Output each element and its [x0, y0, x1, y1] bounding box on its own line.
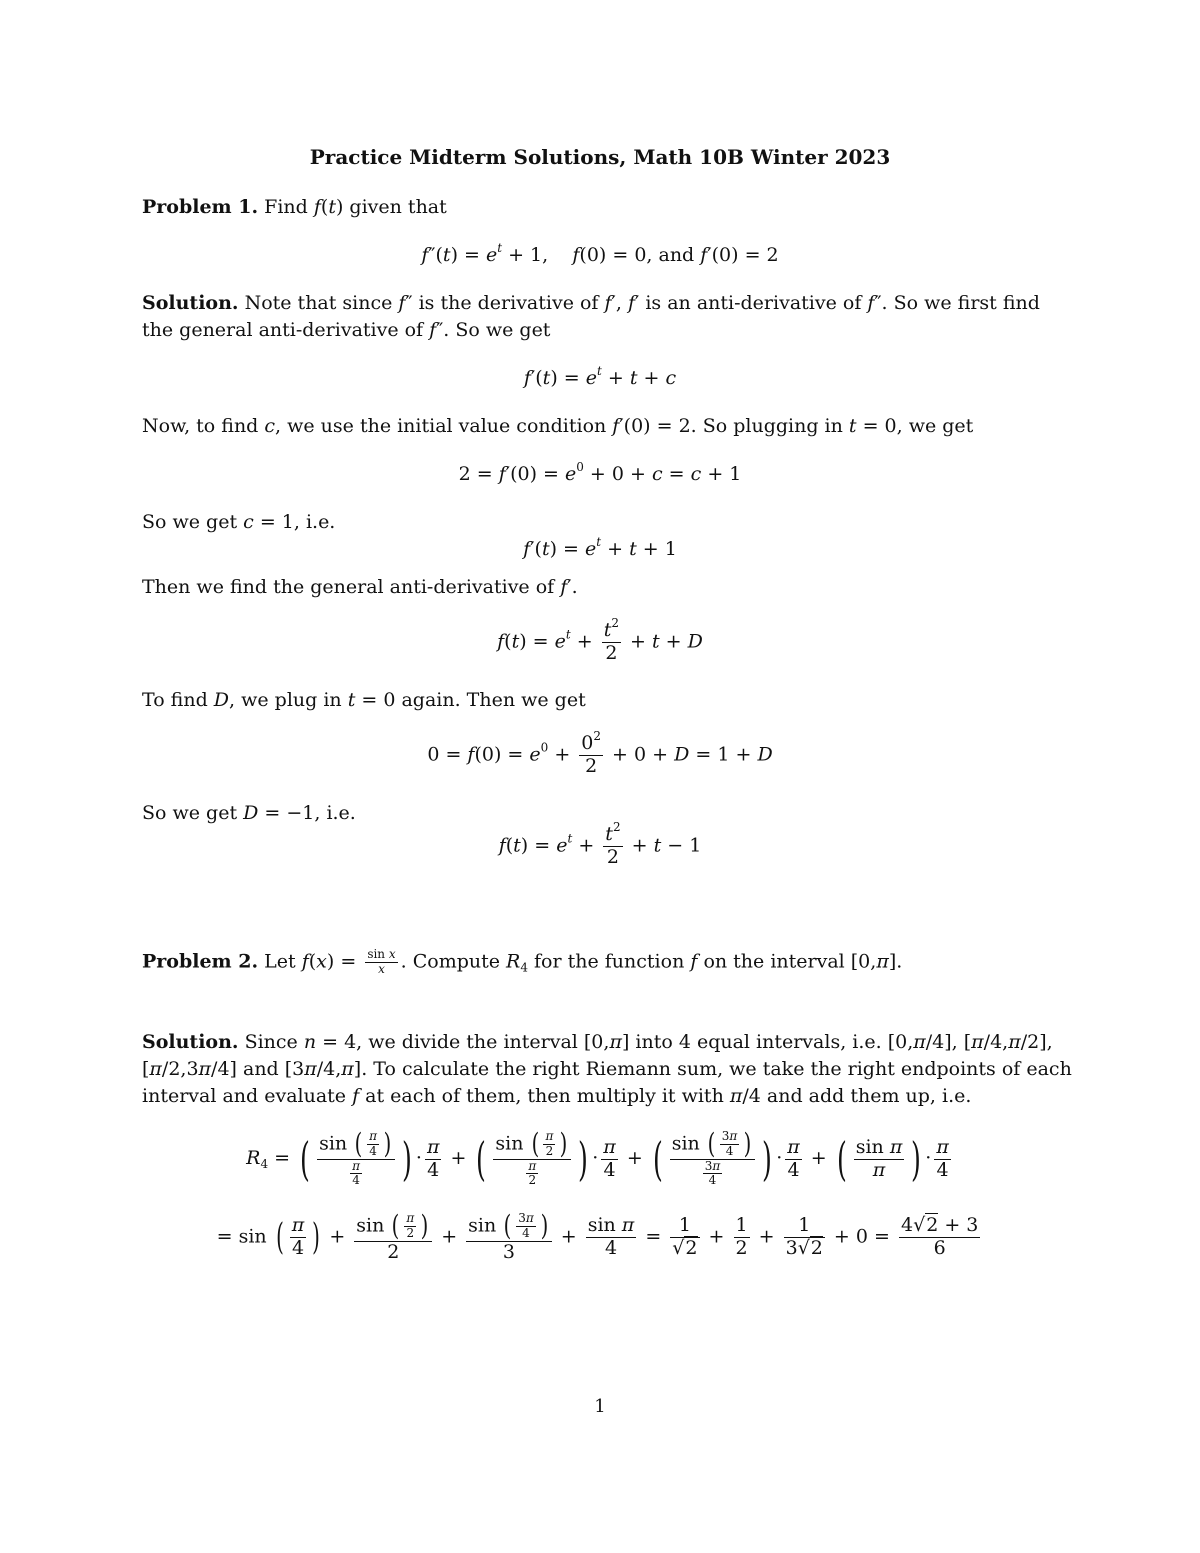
solution-1-text-line-1: Solution. Note that since f″ is the derivative of f′, f′ is an anti-derivative of f″. So we first find [142, 292, 1040, 314]
solution-1-eq-4: $f(t) = e^t$ + $\frac{t^2}{2}$ + t + D [497, 616, 703, 664]
solution-1-text-line-4: So we get c = 1, i.e. [142, 511, 336, 533]
solution-1-text-line-5: Then we find the general anti-derivative of f′. [142, 576, 578, 598]
solution-2-eq-2: = sin ( $\frac{\pi}{4}$ ) + sin ( $\frac{\pi}{2}$ ) 2 + sin ( $\frac{3\pi}{4}$ ) 3 + $\frac{\text{sin π}}{4}$ = $\frac{1}{√2}$ + $\frac{1}{2}$ + $\frac{1}{3√2}$ + 0 = $\frac{4√2 + 3}{6}$ [216, 1209, 979, 1263]
solution-1-text-line-7: So we get D = −1, i.e. [142, 802, 356, 824]
solution-1-eq-6: $f(t) = e^t$ + $\frac{t^2}{2}$ + t − 1 [498, 820, 702, 868]
problem-1-given-equation: $f''(t) = e^t + 1$, f(0) = 0, and f′(0) = 2 [421, 241, 779, 266]
page-title: Practice Midterm Solutions, Math 10B Winter 2023 [309, 145, 891, 169]
problem-2-statement: Problem 2. Let f(x) = $\frac{\text{sin x}}{x}$ . Compute $R_4$ for the function f on the interval [0,π]. [142, 947, 903, 976]
solution-2-text-line-1: Solution. Since n = 4, we divide the interval [0,π] into 4 equal intervals, i.e. [0,π/4], [π/4,π/2], [142, 1031, 1053, 1053]
solution-2-text-line-3: interval and evaluate f at each of them, then multiply it with π/4 and add them up, i.e. [142, 1085, 972, 1107]
solution-2-text-line-2: [π/2,3π/4] and [3π/4,π]. To calculate the right Riemann sum, we take the right endpoints of each [142, 1058, 1072, 1080]
solution-1-text-line-6: To find D, we plug in t = 0 again. Then we get [142, 689, 586, 711]
solution-1-eq-2: $2 = f'(0) = e^0 + 0 + c = c + 1$ [458, 460, 742, 485]
solution-1-eq-3: $f'(t) = e^t + t + 1$ [523, 535, 677, 560]
solution-1-text-line-2: the general anti-derivative of f″. So we get [142, 319, 551, 341]
page-number: 1 [594, 1396, 606, 1417]
problem-1-statement: Problem 1. Find f(t) given that [142, 196, 447, 218]
solution-1-eq-5: $0 = f(0) = e^0$ + $\frac{0^2}{2}$ + 0 + D = 1 + D [427, 729, 773, 777]
solution-1-eq-1: $f'(t) = e^t + t + c$ [523, 364, 677, 389]
solution-2-eq-1: $R_4$ = ( sin ( $\frac{\pi}{4}$ ) $\frac{\pi}{4}$ ) · $\frac{\pi}{4}$ + ( sin ( $\frac{\pi}{2}$ ) $\frac{\pi}{2}$ ) · $\frac{\pi}{4}$ + ( sin ( $\frac{3\pi}{4}$ ) $\frac{3\pi}{4}$ ) · $\frac{\pi}{4}$ + ( $\frac{\text{sin π}}{\pi}$ ) · $\frac{\pi}{4}$ [246, 1127, 949, 1188]
solution-1-text-line-3: Now, to find c, we use the initial value condition f′(0) = 2. So plugging in t = 0, we get [142, 415, 974, 437]
